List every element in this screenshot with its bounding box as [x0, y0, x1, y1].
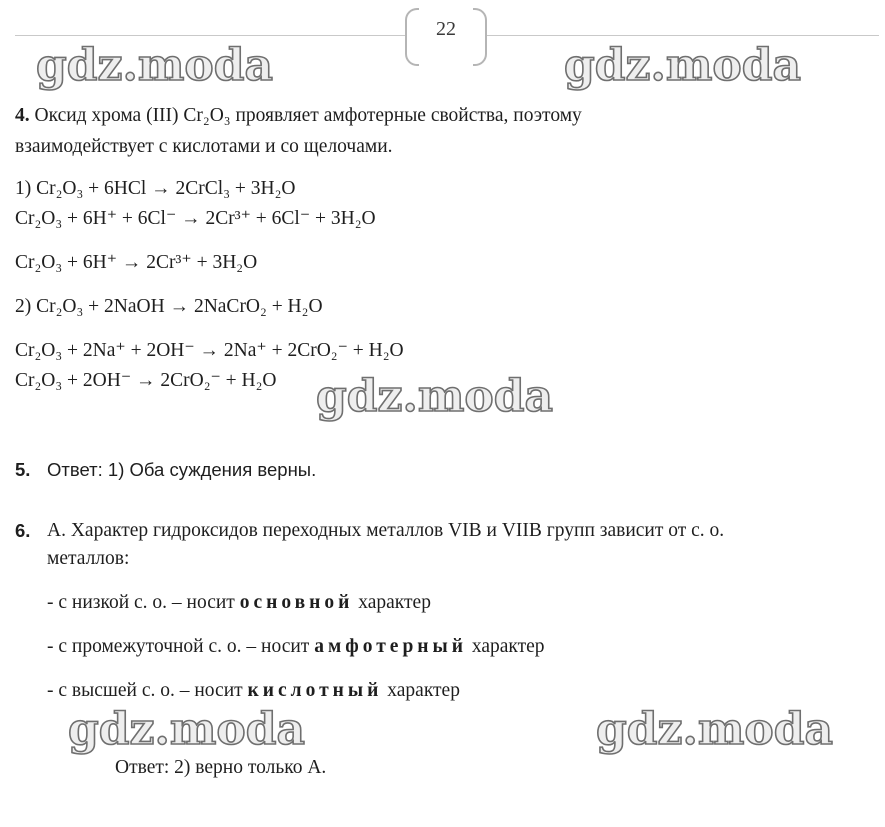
q6-high-oxidation [47, 679, 460, 703]
low-prefix: - с низкой с. о. – носит [47, 592, 240, 613]
q5-answer: Ответ: 1) Оба суждения верны. [47, 459, 317, 480]
q6-line1: А. Характер гидроксидов переходных металлов VIB и VIIB групп зависит от с. о. [47, 520, 725, 541]
equation-1: 1) Cr₂O₃ + 6HCl → 2CrCl₃ + 3H₂O [15, 178, 296, 199]
q6-line2: металлов: [47, 548, 130, 569]
watermark: gdz.moda [68, 704, 306, 755]
q6-number: 6. [15, 520, 31, 541]
page-number: 22 [436, 18, 456, 40]
low-character: основной [239, 592, 354, 613]
high-suffix: характер [382, 680, 460, 701]
high-character: кислотный [247, 680, 383, 701]
equation-2: Cr₂O₃ + 6H⁺ + 6Cl⁻ → 2Cr³⁺ + 6Cl⁻ + 3H₂O [15, 208, 376, 229]
watermark: gdz.moda [596, 704, 834, 755]
q6-mid-oxidation [47, 635, 545, 659]
equation-3: Cr₂O₃ + 6H⁺ → 2Cr³⁺ + 3H₂O [15, 252, 258, 273]
equation-6: Cr₂O₃ + 2OH⁻ → 2CrO₂⁻ + H₂O [15, 370, 277, 391]
mid-character: амфотерный [314, 636, 467, 657]
equation-4: 2) Cr₂O₃ + 2NaOH → 2NaCrO₂ + H₂O [15, 296, 323, 317]
q4-intro [15, 104, 582, 128]
watermark: gdz.moda [36, 40, 274, 91]
header-rule-left [15, 35, 405, 36]
page-number-box [405, 8, 487, 62]
mid-prefix: - с промежуточной с. о. – носит [47, 636, 315, 657]
equation-5: Cr₂O₃ + 2Na⁺ + 2OH⁻ → 2Na⁺ + 2CrO₂⁻ + H₂O [15, 340, 404, 361]
low-suffix: характер [353, 592, 431, 613]
q6-answer: Ответ: 2) верно только А. [115, 757, 327, 778]
watermark: gdz.moda [316, 371, 554, 422]
mid-suffix: характер [466, 636, 545, 657]
q4-intro-line1: Оксид хрома (III) Cr₂O₃ проявляет амфотерные свойства, поэтому [29, 105, 582, 126]
q4-intro-line2: взаимодействует с кислотами и со щелочами. [15, 136, 393, 157]
q5-number: 5. [15, 459, 31, 480]
q4-number: 4. [15, 105, 30, 126]
header-rule-right [487, 35, 879, 36]
high-prefix: - с высшей с. о. – носит [47, 680, 248, 701]
watermark: gdz.moda [564, 40, 802, 91]
q6-low-oxidation [47, 591, 431, 615]
